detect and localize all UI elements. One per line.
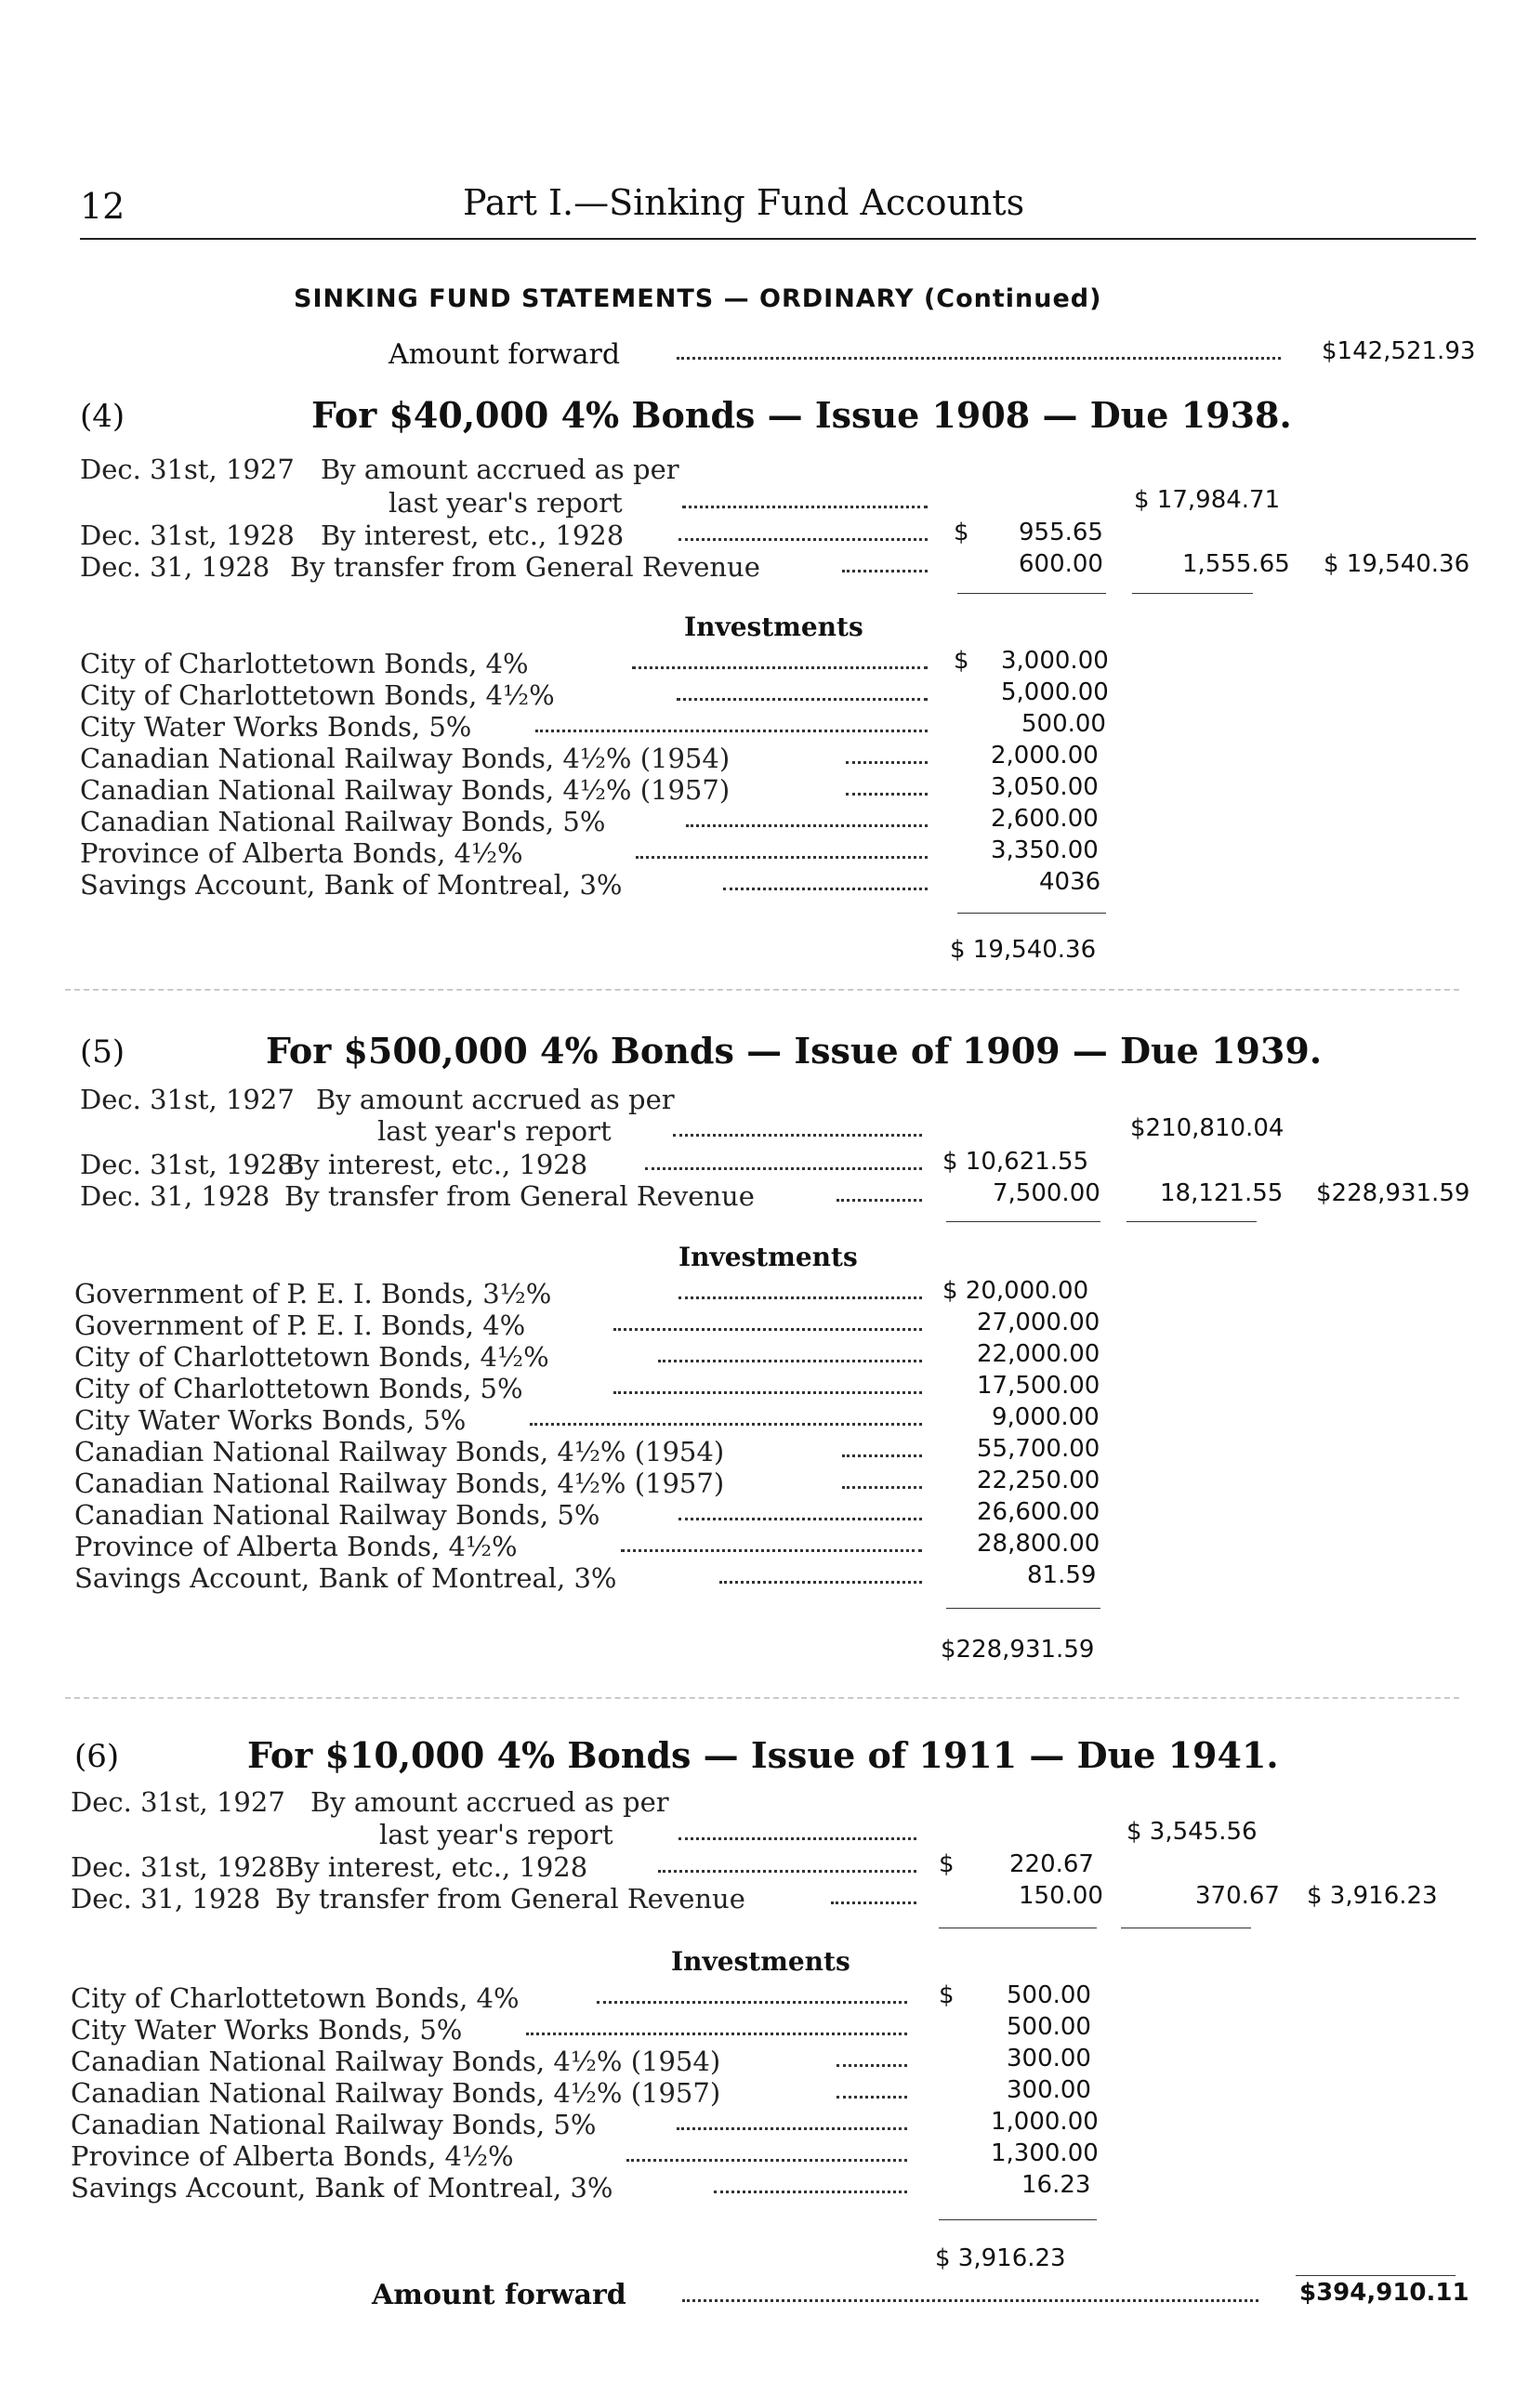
top-forward-amount: $142,521.93 <box>1322 337 1476 365</box>
total-rule <box>1132 593 1253 594</box>
investment-amount: 3,000.00 <box>1001 647 1109 675</box>
entry-subtotal: 18,121.55 <box>1160 1179 1284 1207</box>
leader-dots <box>682 504 928 508</box>
top-forward-label: Amount forward <box>389 338 621 371</box>
investment-amount: 3,350.00 <box>991 836 1099 864</box>
investment-name: Canadian National Railway Bonds, 5% <box>74 1499 600 1531</box>
investment-amount: 5,000.00 <box>1001 678 1109 706</box>
investment-name: Savings Account, Bank of Montreal, 3% <box>80 869 623 901</box>
entry-description: By amount accrued as per <box>321 454 679 485</box>
statement-continued: (Continued) <box>923 284 1102 313</box>
dollar-sign: $ <box>954 647 969 675</box>
leader-dots <box>621 1547 922 1552</box>
entry-description: By transfer from General Revenue <box>290 551 760 583</box>
leader-dots <box>719 1579 922 1584</box>
entry-total: $228,931.59 <box>1316 1179 1470 1207</box>
page-number: 12 <box>80 186 125 227</box>
investment-name: Savings Account, Bank of Montreal, 3% <box>71 2172 613 2204</box>
entry-amount: 7,500.00 <box>993 1179 1100 1207</box>
dollar-sign: $ <box>939 1850 955 1878</box>
investment-amount: 9,000.00 <box>992 1403 1100 1431</box>
leader-dots <box>677 696 928 701</box>
investment-amount: $ 20,000.00 <box>942 1277 1089 1305</box>
investments-heading: Investments <box>678 1242 858 1272</box>
investment-name: Canadian National Railway Bonds, 4½% (1954) <box>80 743 731 774</box>
leader-dots <box>723 886 928 890</box>
entry-description: By transfer from General Revenue <box>284 1180 755 1212</box>
entry-date: Dec. 31st, 1927 <box>80 454 295 485</box>
entry-total: $210,810.04 <box>1130 1114 1284 1142</box>
leader-dots <box>678 1516 922 1520</box>
investment-amount: 16.23 <box>1021 2171 1091 2199</box>
section-4-number: (4) <box>80 398 125 435</box>
entry-date: Dec. 31st, 1927 <box>71 1786 285 1818</box>
total-rule <box>946 1221 1100 1222</box>
investment-name: Government of P. E. I. Bonds, 3½% <box>74 1278 552 1309</box>
investment-name: City of Charlottetown Bonds, 4% <box>71 1982 520 2014</box>
investment-name: City Water Works Bonds, 5% <box>80 711 472 743</box>
entry-date: Dec. 31, 1928 <box>80 551 270 583</box>
investment-name: Canadian National Railway Bonds, 4½% (1954) <box>71 2046 721 2077</box>
entry-date: Dec. 31st, 1928 <box>80 520 295 551</box>
leader-dots <box>673 1132 922 1137</box>
leader-dots <box>526 2031 907 2035</box>
investment-name: Province of Alberta Bonds, 4½% <box>74 1531 518 1562</box>
leader-dots <box>678 536 928 541</box>
investment-amount: 22,000.00 <box>977 1340 1100 1368</box>
investment-name: City Water Works Bonds, 5% <box>71 2014 463 2046</box>
section-6-title: For $10,000 4% Bonds — Issue of 1911 — Due 1941. <box>247 1734 1279 1776</box>
leader-dots <box>714 2189 907 2193</box>
leader-dots <box>846 791 928 796</box>
investment-amount: 17,500.00 <box>977 1372 1100 1400</box>
entry-date: Dec. 31st, 1927 <box>80 1084 295 1115</box>
statement-heading <box>294 284 1101 313</box>
investment-name: Province of Alberta Bonds, 4½% <box>71 2140 514 2172</box>
investment-name: Canadian National Railway Bonds, 4½% (1957) <box>74 1467 725 1499</box>
dollar-sign: $ <box>939 1981 955 2009</box>
total-rule <box>939 2219 1097 2220</box>
entry-amount: $ 10,621.55 <box>942 1148 1089 1176</box>
entry-amount: 220.67 <box>1009 1850 1094 1878</box>
leader-dots <box>658 1358 922 1362</box>
investment-name: Canadian National Railway Bonds, 4½% (1954) <box>74 1436 725 1467</box>
investment-amount: 22,250.00 <box>977 1467 1100 1494</box>
section-5-title: For $500,000 4% Bonds — Issue of 1909 — Due 1939. <box>266 1030 1323 1072</box>
investment-amount: 500.00 <box>1007 2013 1091 2041</box>
entry-total: $ 3,545.56 <box>1126 1818 1258 1846</box>
entry-amount: 150.00 <box>1019 1882 1103 1910</box>
leader-dots <box>678 1836 916 1840</box>
investment-name: Canadian National Railway Bonds, 5% <box>71 2109 597 2140</box>
investment-name: City Water Works Bonds, 5% <box>74 1404 467 1436</box>
investment-amount: 2,600.00 <box>991 805 1099 833</box>
investment-amount: 27,000.00 <box>977 1309 1100 1336</box>
investment-amount: 1,300.00 <box>991 2139 1099 2167</box>
leader-dots <box>842 568 928 572</box>
entry-description: last year's report <box>389 487 623 519</box>
leader-dots <box>678 1295 922 1299</box>
investment-amount: 3,050.00 <box>991 773 1099 801</box>
investment-name: Province of Alberta Bonds, 4½% <box>80 837 523 869</box>
leader-dots <box>837 2094 907 2099</box>
entry-description: By interest, etc., 1928 <box>284 1149 588 1180</box>
total-rule <box>946 1608 1100 1609</box>
entry-subtotal: 1,555.65 <box>1182 550 1290 578</box>
leader-dots <box>831 1900 916 1904</box>
leader-dots <box>613 1389 922 1394</box>
leader-dots <box>613 1326 922 1331</box>
investment-amount: 2,000.00 <box>991 742 1099 770</box>
investment-name: City of Charlottetown Bonds, 4½% <box>74 1341 549 1373</box>
investment-name: Canadian National Railway Bonds, 4½% (1957) <box>71 2077 721 2109</box>
leader-dots <box>842 1484 922 1489</box>
section-separator <box>65 989 1459 991</box>
entry-description: By amount accrued as per <box>316 1084 675 1115</box>
investments-heading: Investments <box>671 1946 850 1977</box>
leader-dots <box>686 822 928 827</box>
page-header-title: Part I.—Sinking Fund Accounts <box>463 182 1025 223</box>
investments-total: $ 3,916.23 <box>935 2244 1066 2272</box>
leader-dots <box>837 2062 907 2067</box>
leader-dots <box>682 2297 1258 2302</box>
investment-amount: 300.00 <box>1007 2045 1091 2072</box>
investments-total: $228,931.59 <box>941 1636 1095 1664</box>
investments-heading: Investments <box>684 612 863 642</box>
entry-description: last year's report <box>377 1115 612 1147</box>
total-rule <box>957 593 1106 594</box>
leader-dots <box>677 355 1281 360</box>
section-6-number: (6) <box>74 1738 120 1775</box>
entry-amount: 955.65 <box>1019 519 1103 546</box>
entry-description: By transfer from General Revenue <box>275 1883 745 1915</box>
statement-title: SINKING FUND STATEMENTS — ORDINARY <box>294 284 915 313</box>
leader-dots <box>530 1421 922 1426</box>
investment-amount: 81.59 <box>1027 1561 1097 1589</box>
entry-total: $ 19,540.36 <box>1324 550 1470 578</box>
leader-dots <box>597 1999 907 2004</box>
leader-dots <box>658 1868 916 1873</box>
investment-name: Canadian National Railway Bonds, 5% <box>80 806 606 837</box>
entry-date: Dec. 31, 1928 <box>71 1883 261 1915</box>
leader-dots <box>837 1197 922 1202</box>
leader-dots <box>626 2157 907 2162</box>
total-rule <box>1296 2275 1456 2276</box>
entry-description: last year's report <box>379 1819 613 1850</box>
entry-total: $ 3,916.23 <box>1307 1882 1438 1910</box>
header-rule <box>80 238 1476 240</box>
investment-amount: 28,800.00 <box>977 1530 1100 1558</box>
investment-name: City of Charlottetown Bonds, 5% <box>74 1373 523 1404</box>
total-rule <box>1126 1221 1257 1222</box>
section-5-number: (5) <box>80 1033 125 1071</box>
entry-description: By amount accrued as per <box>310 1786 669 1818</box>
section-separator <box>65 1697 1459 1699</box>
leader-dots <box>636 854 928 859</box>
leader-dots <box>846 759 928 764</box>
entry-date: Dec. 31, 1928 <box>80 1180 270 1212</box>
bottom-forward-amount: $394,910.11 <box>1299 2279 1469 2307</box>
entry-description: By interest, etc., 1928 <box>321 520 625 551</box>
dollar-sign: $ <box>954 519 969 546</box>
investment-name: Canadian National Railway Bonds, 4½% (1957) <box>80 774 731 806</box>
leader-dots <box>632 665 928 669</box>
leader-dots <box>677 2125 907 2130</box>
entry-amount: 600.00 <box>1019 550 1103 578</box>
bottom-forward-label: Amount forward <box>372 2279 626 2311</box>
investment-amount: 26,600.00 <box>977 1498 1100 1526</box>
entry-description: By interest, etc., 1928 <box>284 1851 588 1883</box>
leader-dots <box>535 728 928 732</box>
entry-subtotal: 370.67 <box>1195 1882 1280 1910</box>
investment-amount: 500.00 <box>1021 710 1106 738</box>
entry-date: Dec. 31st, 1928 <box>80 1149 295 1180</box>
investment-amount: 1,000.00 <box>991 2108 1099 2136</box>
investment-name: Savings Account, Bank of Montreal, 3% <box>74 1562 617 1594</box>
investment-amount: 55,700.00 <box>977 1435 1100 1463</box>
leader-dots <box>645 1165 922 1170</box>
investment-name: City of Charlottetown Bonds, 4½% <box>80 679 555 711</box>
investment-name: Government of P. E. I. Bonds, 4% <box>74 1309 526 1341</box>
investment-amount: 300.00 <box>1007 2076 1091 2104</box>
investment-amount: 4036 <box>1039 868 1101 896</box>
leader-dots <box>842 1453 922 1457</box>
entry-date: Dec. 31st, 1928 <box>71 1851 285 1883</box>
total-rule <box>957 913 1106 914</box>
section-4-title: For $40,000 4% Bonds — Issue 1908 — Due 1938. <box>311 394 1292 436</box>
investment-amount: 500.00 <box>1007 1981 1091 2009</box>
entry-total: $ 17,984.71 <box>1134 486 1281 514</box>
investments-total: $ 19,540.36 <box>950 936 1097 964</box>
investment-name: City of Charlottetown Bonds, 4% <box>80 648 529 679</box>
